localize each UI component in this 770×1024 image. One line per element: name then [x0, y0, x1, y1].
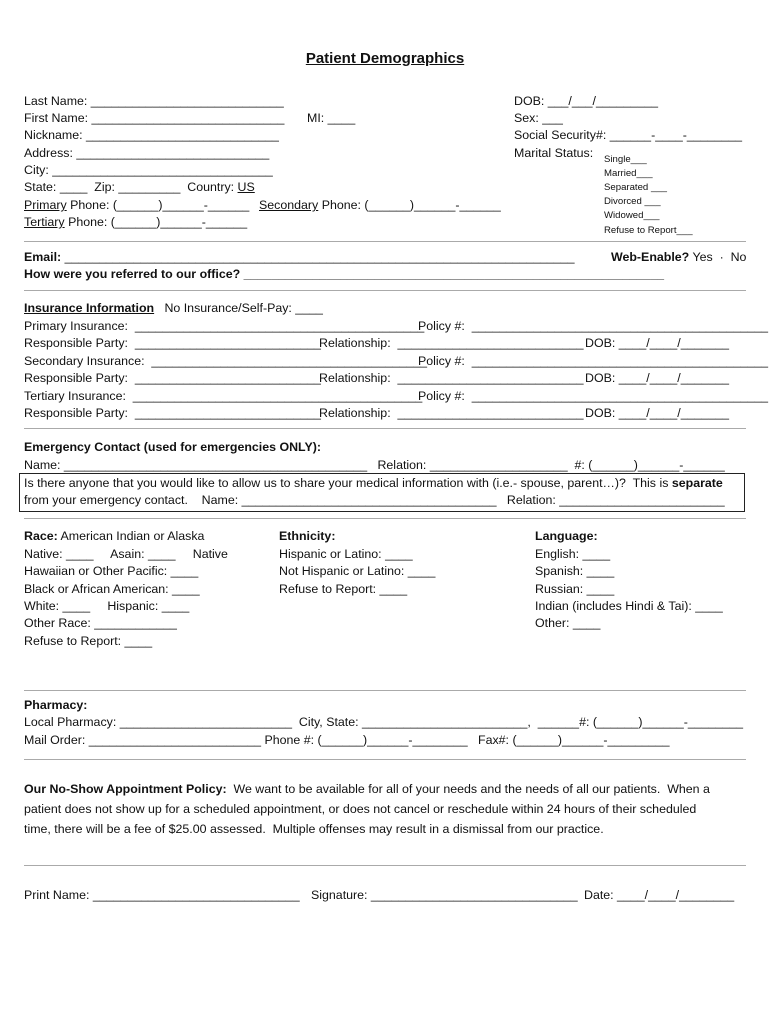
responsible-dob-field[interactable]: DOB: ____/____/_______: [585, 406, 729, 420]
divider: [24, 428, 746, 429]
responsible-party-field[interactable]: Responsible Party: ___________________________: [24, 336, 321, 350]
race-option[interactable]: White: ____ Hispanic: ____: [24, 599, 190, 613]
sex-field[interactable]: Sex: ___: [514, 111, 563, 125]
tertiary-phone-blank: Phone: (______)______-______: [64, 215, 248, 229]
primary-insurance-field[interactable]: Primary Insurance: __________________________________________: [24, 319, 425, 333]
marital-status-label: Marital Status:: [514, 146, 594, 160]
policy-text-1: We want to be available for all of your needs and the needs of all our patients. When a: [226, 782, 710, 796]
share-question-text: Is there anyone that you would like to allow us to share your medical information with (i.e.- spouse, parent…)? This is: [24, 476, 672, 490]
secondary-phone-blank: Phone: (______)______-______: [318, 198, 501, 212]
primary-phone-field[interactable]: [24, 198, 249, 213]
responsible-dob-field[interactable]: DOB: ____/____/_______: [585, 336, 729, 350]
tertiary-insurance-field[interactable]: Tertiary Insurance: __________________________________________: [24, 389, 423, 403]
ethnicity-option[interactable]: Refuse to Report: ____: [279, 582, 408, 596]
self-pay-field[interactable]: No Insurance/Self-Pay: ____: [164, 301, 323, 315]
divider: [24, 518, 746, 519]
race-option[interactable]: Hawaiian or Other Pacific: ____: [24, 564, 199, 578]
language-header: Language:: [535, 529, 598, 543]
web-enable-label: Web-Enable?: [611, 250, 690, 264]
primary-phone-blank: Phone: (______)______-______: [66, 198, 250, 212]
middle-initial-field[interactable]: MI: ____: [307, 111, 356, 125]
divider: [24, 241, 746, 242]
insurance-header: Insurance Information: [24, 301, 155, 315]
web-enable-options: Yes · No: [689, 250, 747, 264]
emergency-name-field[interactable]: Name: ____________________________________________ Relation: ____________________ #: (______)______-______: [24, 458, 725, 472]
race-option[interactable]: Black or African American: ____: [24, 582, 200, 596]
email-field[interactable]: [24, 250, 575, 265]
email-blank: __________________________________________________________________________: [61, 250, 575, 264]
divider: [24, 865, 746, 866]
marital-option-widowed[interactable]: Widowed___: [604, 210, 660, 221]
city-field[interactable]: City: ________________________________: [24, 163, 273, 177]
tertiary-label: Tertiary: [24, 215, 65, 229]
signature-field[interactable]: Signature: ______________________________: [311, 888, 578, 902]
ethnicity-option[interactable]: Not Hispanic or Latino: ____: [279, 564, 436, 578]
race-option[interactable]: Native: ____ Asain: ____ Native: [24, 547, 228, 561]
referral-field[interactable]: How were you referred to our office? _____________________________________________________________: [24, 267, 664, 281]
ssn-field[interactable]: Social Security#: ______-____-________: [514, 128, 743, 142]
language-option[interactable]: Russian: ____: [535, 582, 615, 596]
secondary-policy-field[interactable]: Policy #: ___________________________________________: [418, 354, 769, 368]
share-bold-text: separate: [671, 476, 723, 490]
responsible-party-field[interactable]: Responsible Party: ___________________________: [24, 371, 321, 385]
ethnicity-option[interactable]: Hispanic or Latino: ____: [279, 547, 413, 561]
relationship-field[interactable]: Relationship: ___________________________: [319, 406, 584, 420]
country-value: US: [237, 180, 255, 194]
policy-line-3: time, there will be a fee of $25.00 assessed. Multiple offenses may result in a dismissal from our practice.: [24, 822, 604, 836]
pharmacy-header: Pharmacy:: [24, 698, 88, 712]
marital-option-separated[interactable]: Separated ___: [604, 182, 667, 193]
secondary-insurance-field[interactable]: Secondary Insurance: ________________________________________: [24, 354, 428, 368]
address-field[interactable]: Address: ____________________________: [24, 146, 270, 160]
first-name-field[interactable]: First Name: ____________________________: [24, 111, 285, 125]
policy-line-1: [24, 782, 710, 797]
race-option-american-indian[interactable]: American Indian or Alaska: [57, 529, 205, 543]
marital-option-divorced[interactable]: Divorced ___: [604, 196, 661, 207]
state-zip-label: State: ____ Zip: _________ Country:: [24, 180, 238, 194]
share-question: [24, 476, 723, 491]
insurance-header-row: [24, 301, 323, 316]
divider: [24, 690, 746, 691]
responsible-party-field[interactable]: Responsible Party: ___________________________: [24, 406, 321, 420]
divider: [24, 290, 746, 291]
relationship-field[interactable]: Relationship: ___________________________: [319, 371, 584, 385]
dob-field[interactable]: DOB: ___/___/_________: [514, 94, 658, 108]
email-label: Email:: [24, 250, 62, 264]
ethnicity-header: Ethnicity:: [279, 529, 336, 543]
race-option[interactable]: Refuse to Report: ____: [24, 634, 153, 648]
tertiary-phone-field[interactable]: [24, 215, 247, 230]
primary-policy-field[interactable]: Policy #: ___________________________________________: [418, 319, 769, 333]
marital-option-refuse[interactable]: Refuse to Report___: [604, 225, 693, 236]
race-header: Race:: [24, 529, 58, 543]
language-option[interactable]: English: ____: [535, 547, 611, 561]
page-title: Patient Demographics: [305, 50, 465, 67]
secondary-phone-field[interactable]: [259, 198, 501, 213]
date-field[interactable]: Date: ____/____/________: [584, 888, 735, 902]
mail-order-field[interactable]: Mail Order: _________________________ Phone #: (______)______-________ Fax#: (______)______-_________: [24, 733, 670, 747]
nickname-field[interactable]: Nickname: ____________________________: [24, 128, 279, 142]
secondary-label: Secondary: [259, 198, 319, 212]
race-header-row: [24, 529, 204, 544]
responsible-dob-field[interactable]: DOB: ____/____/_______: [585, 371, 729, 385]
divider: [24, 759, 746, 760]
marital-option-married[interactable]: Married___: [604, 168, 653, 179]
primary-label: Primary: [24, 198, 67, 212]
race-option[interactable]: Other Race: ____________: [24, 616, 177, 630]
last-name-field[interactable]: Last Name: ____________________________: [24, 94, 284, 108]
policy-line-2: patient does not show up for a scheduled appointment, or does not cancel or reschedule within 24 hours of their scheduled: [24, 802, 697, 816]
language-option[interactable]: Other: ____: [535, 616, 601, 630]
policy-header: Our No-Show Appointment Policy:: [24, 782, 227, 796]
relationship-field[interactable]: Relationship: ___________________________: [319, 336, 584, 350]
tertiary-policy-field[interactable]: Policy #: ___________________________________________: [418, 389, 769, 403]
marital-option-single[interactable]: Single___: [604, 154, 647, 165]
share-contact-field[interactable]: from your emergency contact. Name: _____________________________________ Relation: ________________________: [24, 493, 725, 507]
web-enable-field[interactable]: [611, 250, 746, 265]
language-option[interactable]: Indian (includes Hindi & Tai): ____: [535, 599, 723, 613]
language-option[interactable]: Spanish: ____: [535, 564, 615, 578]
state-zip-country-field[interactable]: [24, 180, 255, 195]
local-pharmacy-field[interactable]: Local Pharmacy: _________________________ City, State: ________________________, ______#: (______)______-________: [24, 715, 744, 729]
emergency-header: Emergency Contact (used for emergencies ONLY):: [24, 440, 321, 454]
print-name-field[interactable]: Print Name: ______________________________: [24, 888, 300, 902]
